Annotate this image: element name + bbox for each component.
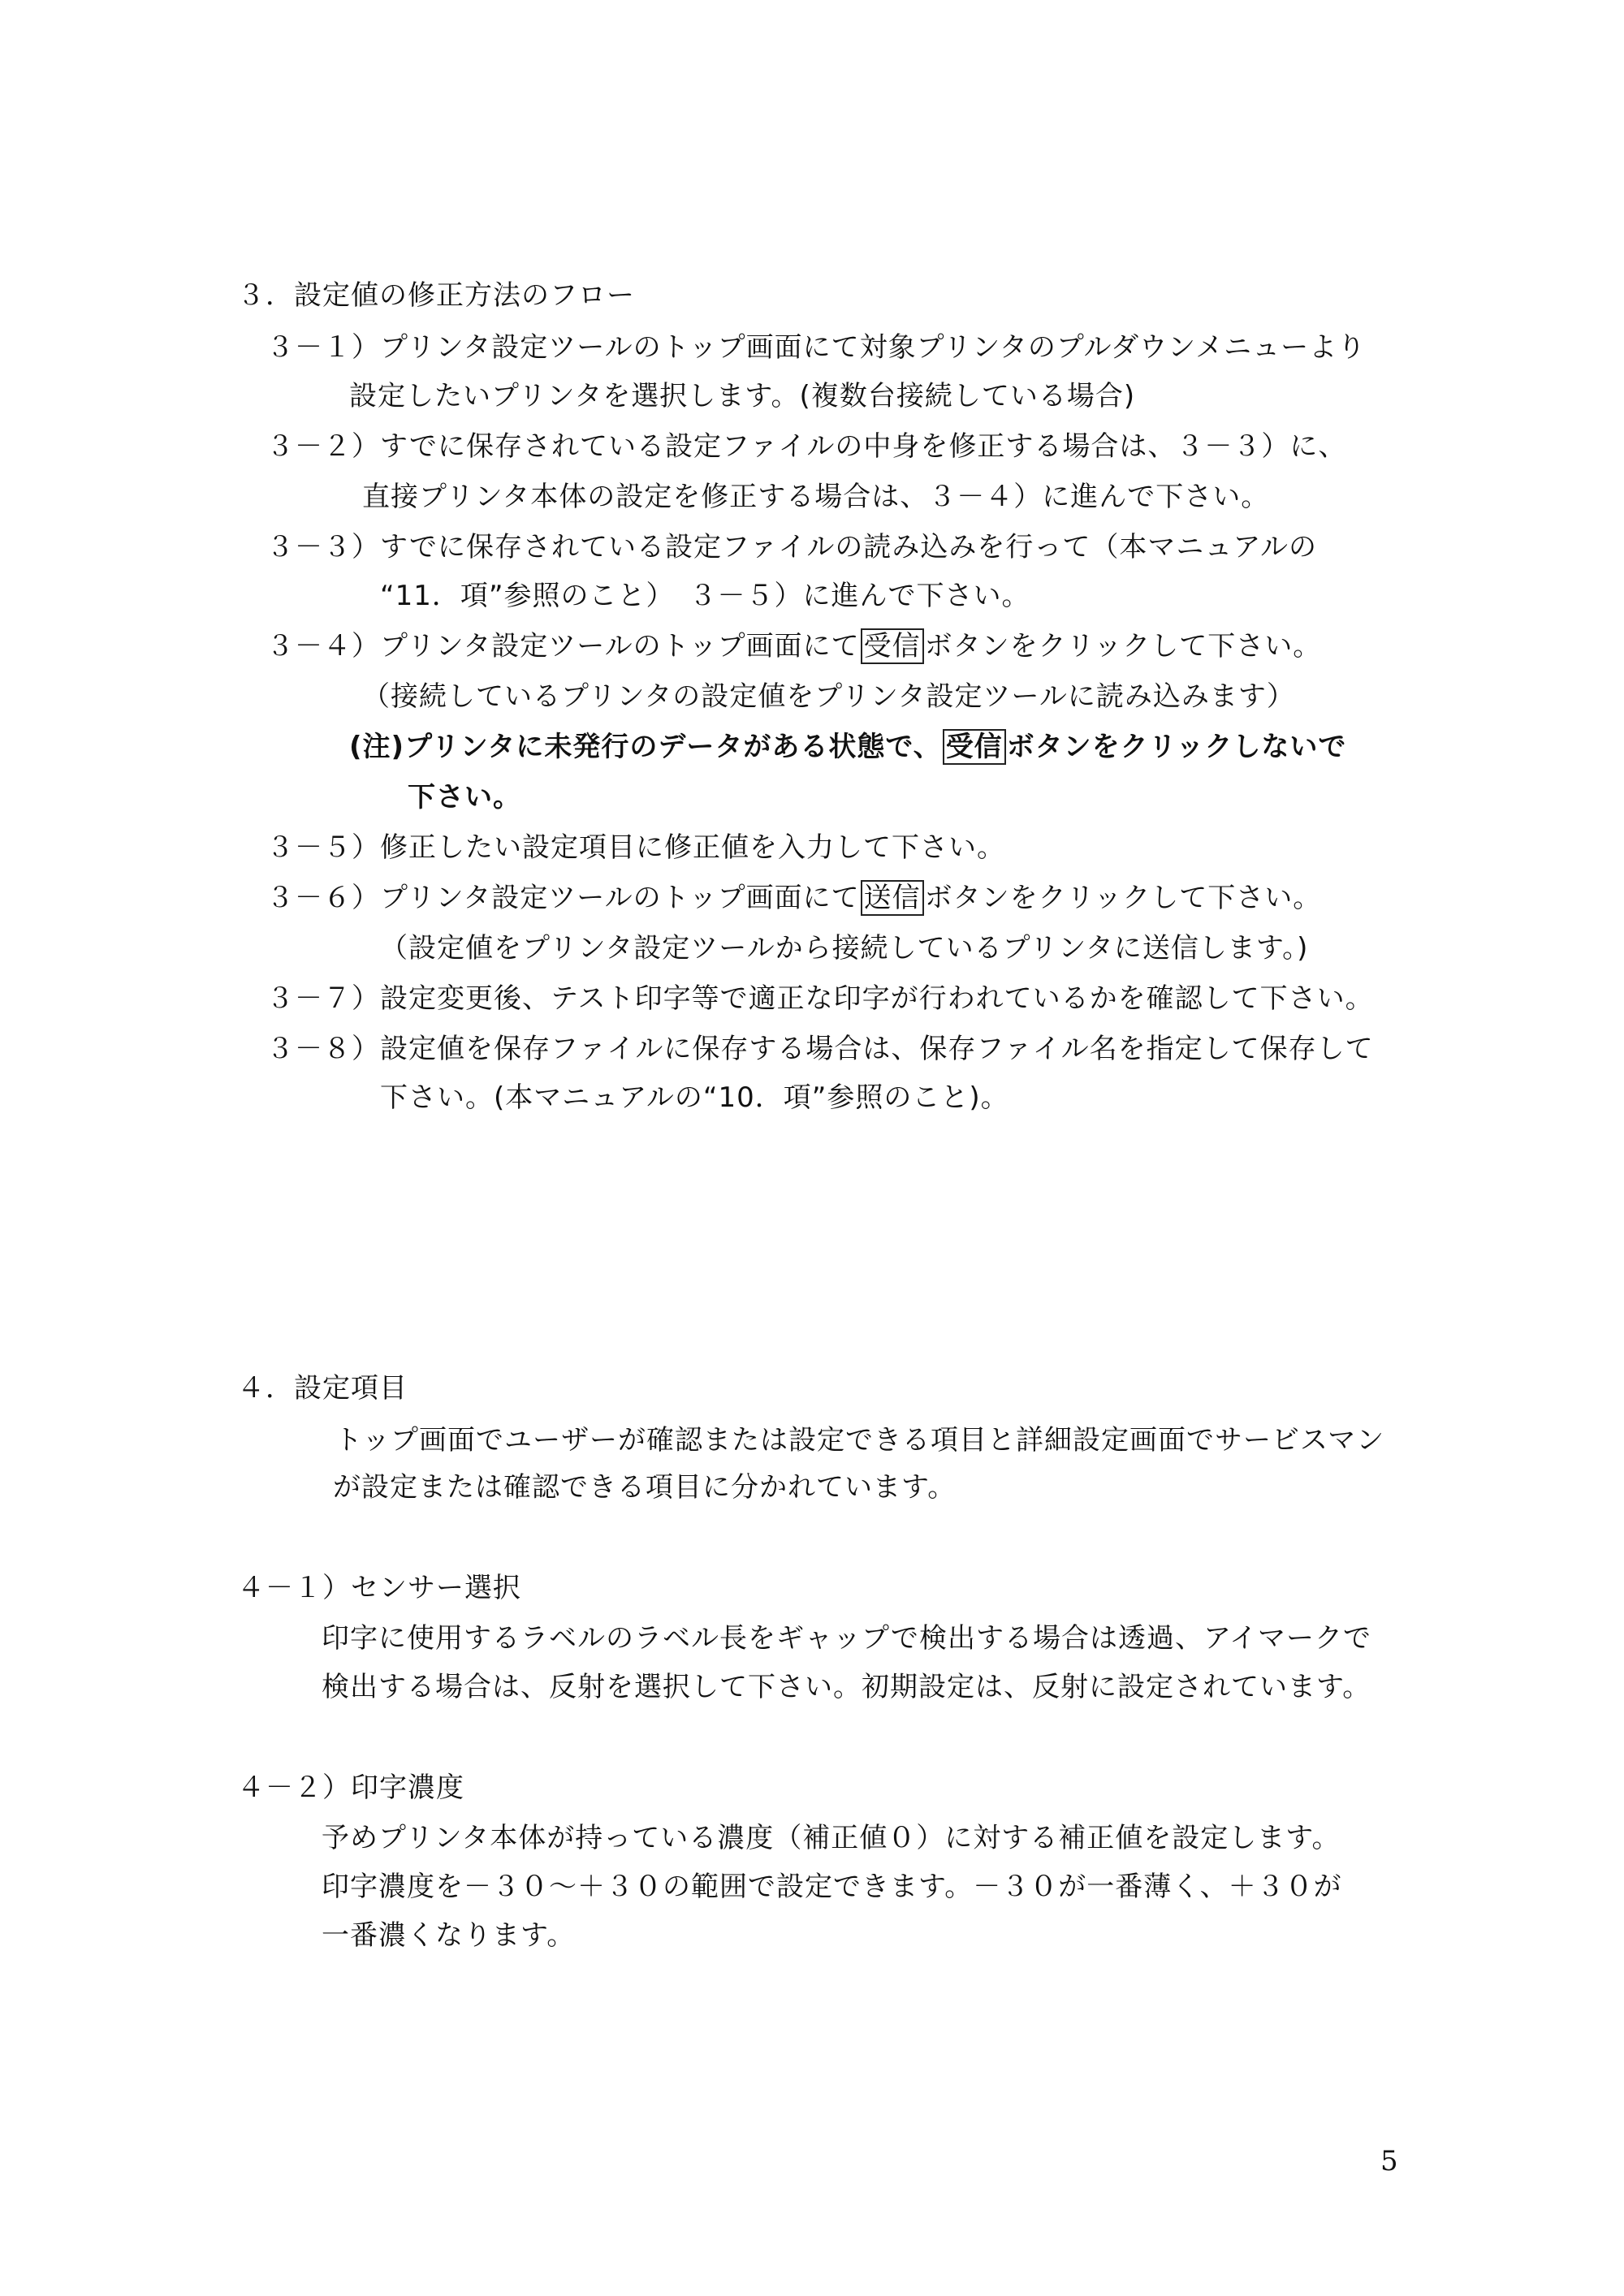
step-3-4-note [349, 729, 1346, 765]
section-4-intro-line-2: が設定または確認できる項目に分かれています。 [333, 1471, 957, 1504]
step-3-3-line-1: ３－３）すでに保存されている設定ファイルの読み込みを行って（本マニュアルの [266, 531, 1317, 563]
section-4-2-line-3: 一番濃くなります。 [322, 1919, 576, 1952]
section-3-heading: ３．設定値の修正方法のフロー [237, 279, 635, 312]
note-text-after: ボタンをクリックしないで [1006, 731, 1347, 763]
section-4-1-line-2: 検出する場合は、反射を選択して下さい。初期設定は、反射に設定されています。 [322, 1671, 1371, 1703]
step-3-5-line-1: ３－５）修正したい設定項目に修正値を入力して下さい。 [266, 831, 1005, 864]
send-button-label: 送信 [861, 880, 924, 916]
step-3-4-text-after: ボタンをクリックして下さい。 [924, 630, 1322, 662]
step-3-3-line-2: “11．項”参照のこと） ３－５）に進んで下さい。 [380, 580, 1030, 612]
step-3-8-line-1: ３－８）設定値を保存ファイルに保存する場合は、保存ファイル名を指定して保存して [266, 1033, 1374, 1065]
step-3-4-line-2: （接続しているプリンタの設定値をプリンタ設定ツールに読み込みます） [362, 680, 1295, 713]
step-3-4-line-1 [266, 628, 1321, 664]
step-3-4-text-before: ３－４）プリンタ設定ツールのトップ画面にて [266, 630, 860, 662]
step-3-6-line-2: （設定値をプリンタ設定ツールから接続しているプリンタに送信します。) [380, 932, 1309, 965]
section-4-2-line-2: 印字濃度を－３０～＋３０の範囲で設定できます。－３０が一番薄く、＋３０が [322, 1871, 1342, 1903]
step-3-6-text-before: ３－６）プリンタ設定ツールのトップ画面にて [266, 882, 860, 914]
section-4-heading: ４．設定項目 [237, 1372, 408, 1405]
step-3-2-line-1: ３－２）すでに保存されている設定ファイルの中身を修正する場合は、３－３）に、 [266, 430, 1347, 463]
section-4-1-line-1: 印字に使用するラベルのラベル長をギャップで検出する場合は透過、アイマークで [322, 1622, 1371, 1655]
section-4-2-line-1: 予めプリンタ本体が持っている濃度（補正値０）に対する補正値を設定します。 [322, 1822, 1341, 1854]
note-receive-button-label: 受信 [943, 729, 1006, 765]
step-3-2-line-2: 直接プリンタ本体の設定を修正する場合は、３－４）に進んで下さい。 [362, 481, 1270, 513]
page-number: 5 [1380, 2145, 1398, 2177]
step-3-8-line-2: 下さい。(本マニュアルの“10．項”参照のこと)。 [380, 1081, 1009, 1114]
step-3-4-note-line-2: 下さい。 [408, 781, 521, 814]
step-3-7-line-1: ３－７）設定変更後、テスト印字等で適正な印字が行われているかを確認して下さい。 [266, 982, 1374, 1015]
step-3-6-text-after: ボタンをクリックして下さい。 [924, 882, 1322, 914]
section-4-intro-line-1: トップ画面でユーザーが確認または設定できる項目と詳細設定画面でサービスマン [335, 1424, 1385, 1457]
note-text-before: (注)プリンタに未発行のデータがある状態で、 [349, 731, 942, 763]
step-3-1-line-1: ３－１）プリンタ設定ツールのトップ画面にて対象プリンタのプルダウンメニューより [266, 331, 1367, 364]
step-3-6-line-1 [266, 880, 1321, 916]
section-4-1-heading: ４－１）センサー選択 [237, 1572, 521, 1604]
section-4-2-heading: ４－２）印字濃度 [237, 1772, 464, 1804]
step-3-1-line-2: 設定したいプリンタを選択します。(複数台接続している場合) [349, 380, 1136, 412]
receive-button-label: 受信 [861, 628, 924, 664]
